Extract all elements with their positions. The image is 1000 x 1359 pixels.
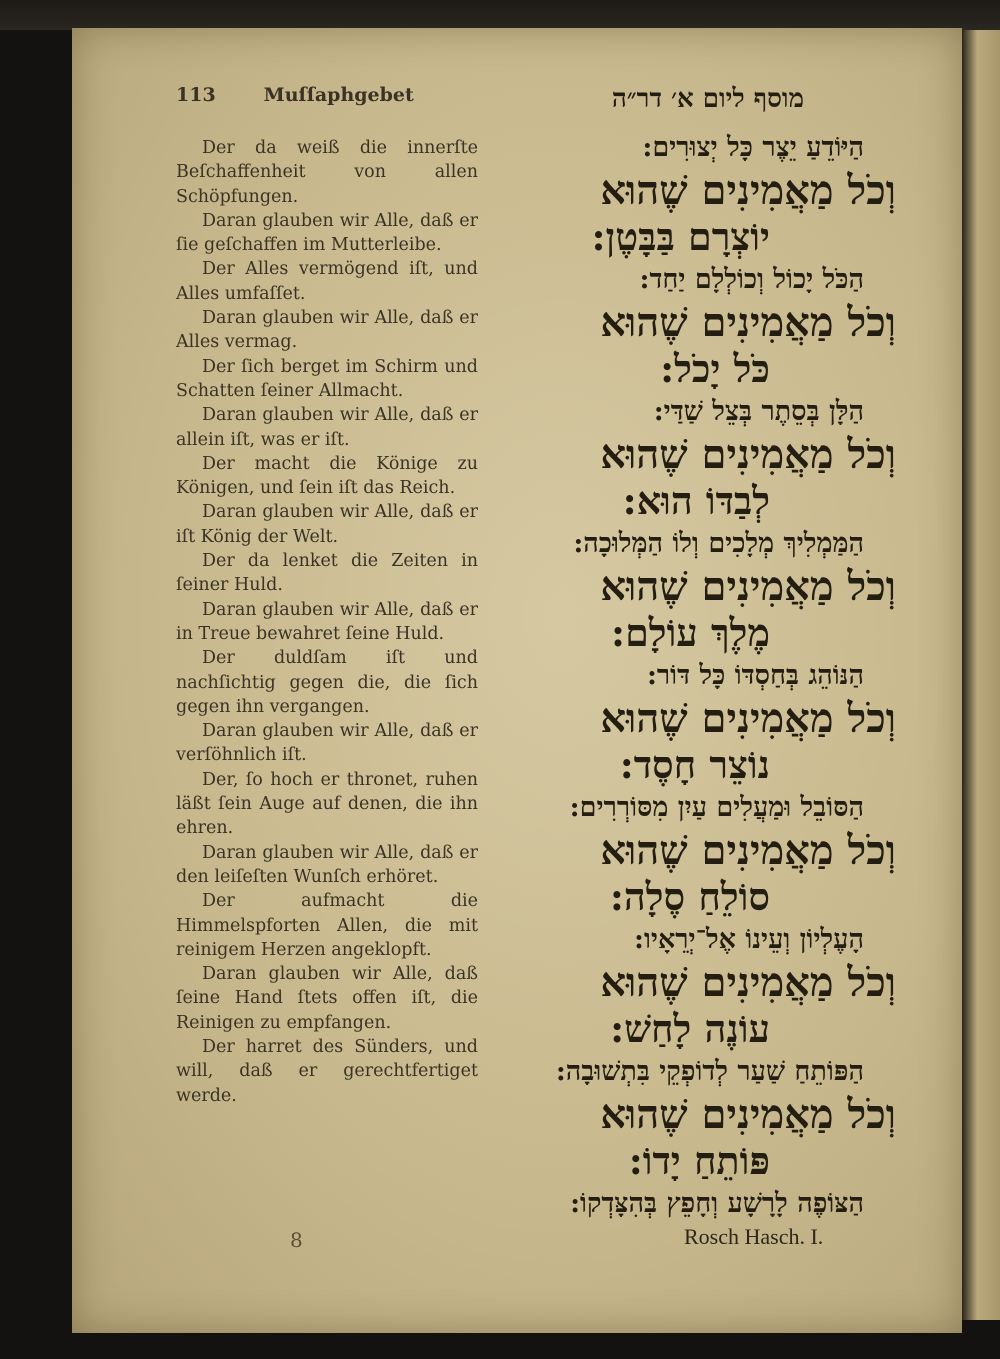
german-paragraph: Der duldſam iſt und nachſichtig gegen die, die ſich gegen ihn vergangen. <box>176 648 478 717</box>
page-number: 113 <box>176 84 216 106</box>
german-paragraph: Der aufmacht die Himmelspforten Allen, die mit reinigem Herzen angeklopft. <box>176 891 478 960</box>
printer-signature: 8 <box>290 1228 303 1252</box>
running-title-hebrew: מוסף ליום א׳ דר״ה <box>611 84 804 114</box>
hebrew-refrain-line: וְכֹל מַאֲמִינִים שֶׁהוּא <box>600 167 896 214</box>
german-translation-column <box>176 84 478 1108</box>
hebrew-refrain-line: וְכֹל מַאֲמִינִים שֶׁהוּא <box>600 695 896 742</box>
hebrew-refrain-line: וְכֹל מַאֲמִינִים שֶׁהוּא <box>600 959 896 1006</box>
hebrew-verse-line: הַפּוֹתֵחַ שַׁעַר לְדוֹפְקֵי בִּתְשׁוּבָה: <box>555 1056 864 1087</box>
hebrew-verse-line: הַצּוֹפֶה לָרָשָׁע וְחָפֵץ בְּהִצָּדְקוֹ: <box>570 1188 864 1219</box>
hebrew-response-line: מֶלֶךְ עוֹלָם: <box>611 610 770 655</box>
book-spine-edge <box>0 0 1000 30</box>
hebrew-refrain-line: וְכֹל מַאֲמִינִים שֶׁהוּא <box>600 827 896 874</box>
running-title-german: Muſſaphgebet <box>263 84 414 106</box>
german-paragraph: Der da lenket die Zeiten in ſeiner Huld. <box>176 551 478 596</box>
german-paragraph: Daran glauben wir Alle, daß er den leiſeſten Wunſch erhöret. <box>176 842 478 887</box>
german-paragraph: Der harret des Sünders, und will, daß er gerechtfertiget werde. <box>176 1036 478 1106</box>
german-paragraph: Daran glauben wir Alle, daß ſeine Hand ſtets offen iſt, die Reinigen zu empfangen. <box>176 964 478 1033</box>
german-paragraph: Der, ſo hoch er thronet, ruhen läßt ſein Auge auf denen, die ihn ehren. <box>176 769 478 839</box>
hebrew-verse-line: הַסּוֹבֵל וּמַעֲלִים עַיִן מִסּוֹרְרִים: <box>569 792 864 823</box>
hebrew-verse-line: הַכֹּל יָכוֹל וְכוֹלְלָם יַחַד: <box>639 264 864 295</box>
hebrew-refrain-line: וְכֹל מַאֲמִינִים שֶׁהוּא <box>600 431 896 478</box>
hebrew-lines <box>500 128 900 1224</box>
hebrew-response-line: נוֹצֵר חָסֶד: <box>619 742 770 787</box>
hebrew-response-line: כֹּל יָכֹל: <box>660 346 770 391</box>
german-paragraph: Daran glauben wir Alle, daß er verſöhnlich iſt. <box>176 721 478 766</box>
hebrew-response-line: פּוֹתֵחַ יָדוֹ: <box>628 1138 770 1183</box>
german-paragraph: Daran glauben wir Alle, daß er iſt König der Welt. <box>176 502 478 547</box>
hebrew-verse-line: הַמַּמְלִיךְ מְלָכִים וְלוֹ הַמְּלוּכָה: <box>573 528 864 559</box>
german-paragraph: Der Alles vermögend iſt, und Alles umfaſſet. <box>176 259 478 304</box>
hebrew-verse-line: הָעֶלְיוֹן וְעֵינוֹ אֶל־יְרֵאָיו: <box>633 924 864 955</box>
left-header <box>176 84 478 106</box>
german-paragraph: Daran glauben wir Alle, daß er ſie geſchaffen im Mutterleibe. <box>176 210 478 256</box>
german-paragraphs <box>176 136 478 1108</box>
german-paragraph: Der macht die Könige zu Königen, und ſein iſt das Reich. <box>176 453 478 499</box>
next-page-edge <box>962 30 1000 1320</box>
german-paragraph: Daran glauben wir Alle, daß er Alles vermag. <box>176 308 478 353</box>
hebrew-refrain-line: וְכֹל מַאֲמִינִים שֶׁהוּא <box>600 1091 896 1138</box>
hebrew-text-column <box>500 84 900 1224</box>
german-paragraph: Daran glauben wir Alle, daß er allein iſt, was er iſt. <box>176 405 478 450</box>
hebrew-response-line: יוֹצְרָם בַּבָּטֶן: <box>591 214 770 259</box>
hebrew-refrain-line: וְכֹל מַאֲמִינִים שֶׁהוּא <box>600 299 896 346</box>
hebrew-response-line: סוֹלֵחַ סֶלָה: <box>609 874 770 919</box>
hebrew-response-line: לְבַדּוֹ הוּא: <box>622 478 770 523</box>
hebrew-verse-line: הַיּוֹדֵעַ יֵצֶר כָּל יְצוּרִים: <box>642 132 864 163</box>
german-paragraph: Der ſich berget im Schirm und Schatten ſeiner Allmacht. <box>176 356 478 401</box>
hebrew-refrain-line: וְכֹל מַאֲמִינִים שֶׁהוּא <box>600 563 896 610</box>
hebrew-response-line: עוֹנֶה לָחַשׁ: <box>610 1006 770 1051</box>
german-paragraph: Daran glauben wir Alle, daß er in Treue bewahret ſeine Huld. <box>176 599 478 644</box>
german-paragraph: Der da weiß die innerſte Beſchaffenheit von allen Schöpfungen. <box>176 138 478 207</box>
hebrew-verse-line: הַלָּן בְּסֵתֶר בְּצֵל שַׁדַּי: <box>653 396 864 427</box>
page-footer: Rosch Hasch. I. <box>684 1224 824 1249</box>
hebrew-verse-line: הַנּוֹהֵג בְּחַסְדּוֹ כָּל דּוֹר: <box>646 660 864 691</box>
